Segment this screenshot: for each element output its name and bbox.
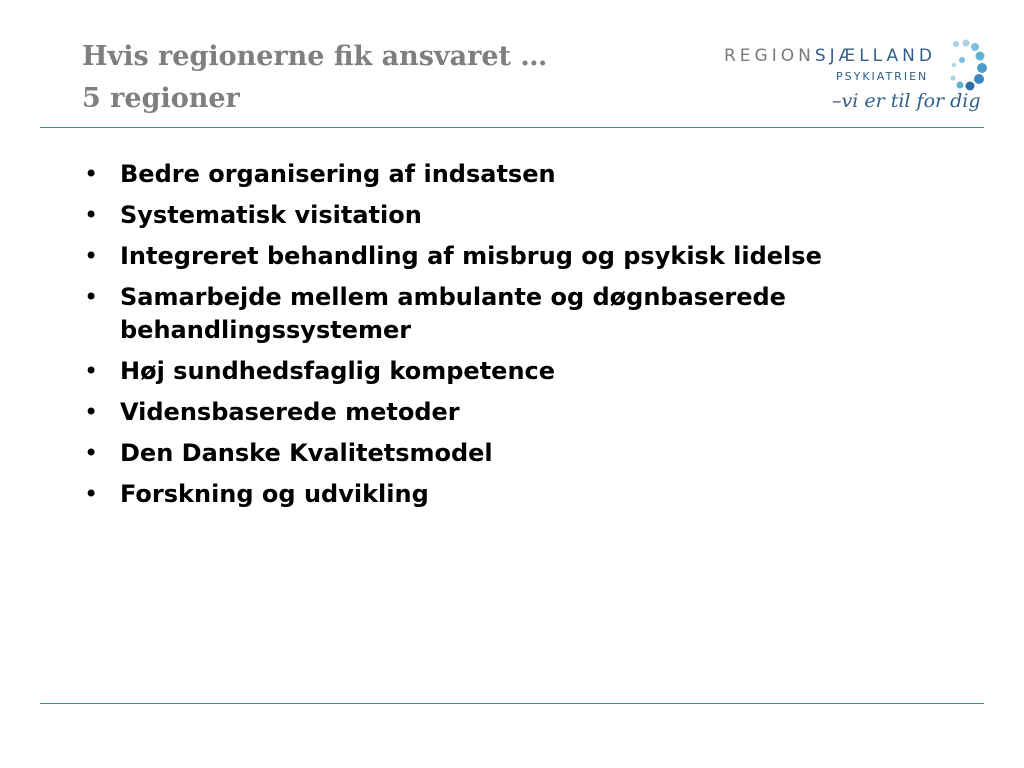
- logo-department: PSYKIATRIEN: [836, 70, 929, 83]
- list-item: [84, 281, 984, 347]
- logo-region-word: REGION: [724, 46, 815, 66]
- list-item: [84, 396, 984, 429]
- bullet-dot: •: [84, 439, 99, 467]
- logo-dot: [953, 41, 959, 47]
- bullet-dot: •: [84, 160, 99, 188]
- list-item-text: Integreret behandling af misbrug og psykisk lidelse: [120, 242, 822, 270]
- logo-dot: [976, 52, 985, 61]
- logo-dot: [971, 43, 979, 51]
- list-item: [84, 199, 984, 232]
- logo-slogan: –vi er til for dig: [832, 90, 981, 112]
- list-item-text: Forskning og udvikling: [120, 480, 429, 508]
- list-item: [84, 158, 984, 191]
- logo-dot: [963, 40, 970, 47]
- list-item: [84, 240, 984, 273]
- logo-dot: [957, 82, 964, 89]
- bullet-dot: •: [84, 201, 99, 229]
- list-item-text: Systematisk visitation: [120, 201, 422, 229]
- title-line-1: Hvis regionerne fik ansvaret …: [82, 41, 548, 72]
- bullet-dot: •: [84, 398, 99, 426]
- bullet-dot: •: [84, 357, 99, 385]
- list-item-text: Samarbejde mellem ambulante og døgnbaserede behandlingssystemer: [120, 283, 786, 344]
- title-line-2: 5 regioner: [82, 83, 240, 114]
- list-item-text: Vidensbaserede metoder: [120, 398, 460, 426]
- region-sjaelland-logo: [720, 38, 990, 128]
- header-divider: [40, 127, 984, 128]
- logo-dot: [966, 82, 975, 91]
- list-item-text: Bedre organisering af indsatsen: [120, 160, 556, 188]
- bullet-dot: •: [84, 480, 99, 508]
- logo-dot: [959, 57, 965, 63]
- list-item: [84, 437, 984, 470]
- bullet-list: [84, 158, 984, 519]
- logo-region-name: SJÆLLAND: [814, 46, 936, 66]
- list-item-text: Høj sundhedsfaglig kompetence: [120, 357, 556, 385]
- list-item-text: Den Danske Kvalitetsmodel: [120, 439, 493, 467]
- bullet-dot: •: [84, 242, 99, 270]
- list-item: [84, 478, 984, 511]
- bullet-dot: •: [84, 283, 99, 311]
- logo-dot: [974, 74, 984, 84]
- logo-dot: [951, 76, 956, 81]
- logo-dot: [952, 63, 956, 67]
- logo-dot: [977, 63, 987, 73]
- footer-divider: [40, 703, 984, 704]
- logo-region-text: [724, 46, 936, 66]
- slide-title: [82, 36, 682, 120]
- list-item: [84, 355, 984, 388]
- dots-circle-icon: [946, 38, 990, 98]
